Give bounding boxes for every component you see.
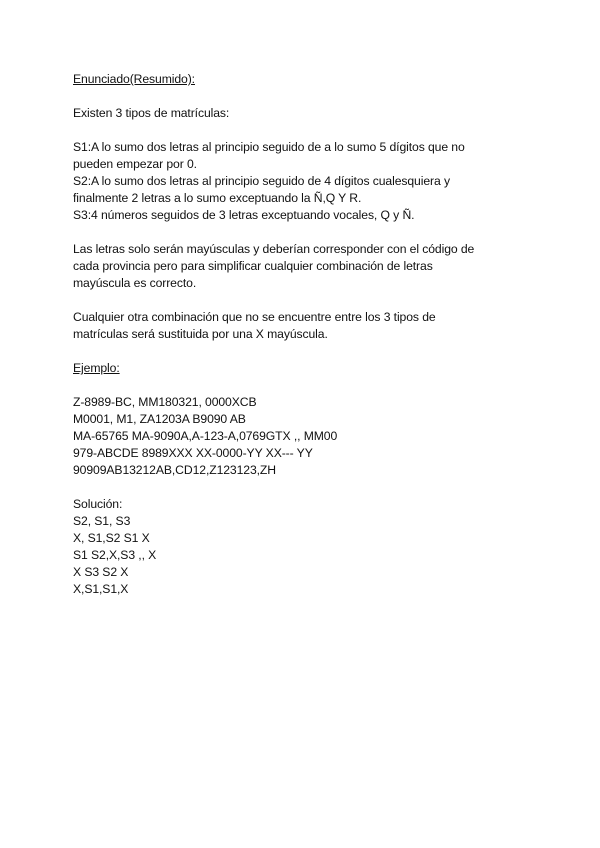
note-line-1: Las letras solo serán mayúsculas y deberían corresponder con el código de bbox=[73, 242, 475, 256]
s1-line-1: S1:A lo sumo dos letras al principio seguido de a lo sumo 5 dígitos que no bbox=[73, 140, 465, 154]
other-line-1: Cualquier otra combinación que no se encuentre entre los 3 tipos de bbox=[73, 310, 436, 324]
note-line-2: cada provincia pero para simplificar cualquier combinación de letras bbox=[73, 259, 433, 273]
example-heading: Ejemplo: bbox=[73, 361, 120, 375]
statement-heading: Enunciado(Resumido): bbox=[73, 72, 195, 86]
solution-line: X S3 S2 X bbox=[73, 565, 129, 579]
s3-line-1: S3:4 números seguidos de 3 letras exceptuando vocales, Q y Ñ. bbox=[73, 208, 415, 222]
s2-line-1: S2:A lo sumo dos letras al principio seguido de 4 dígitos cualesquiera y bbox=[73, 174, 450, 188]
example-line: 979-ABCDE 8989XXX XX-0000-YY XX--- YY bbox=[73, 446, 313, 460]
solution-line: X,S1,S1,X bbox=[73, 582, 129, 596]
solution-heading: Solución: bbox=[73, 497, 123, 511]
document-body bbox=[73, 71, 533, 598]
s1-line-2: pueden empezar por 0. bbox=[73, 157, 197, 171]
s2-line-2: finalmente 2 letras a lo sumo exceptuando la Ñ,Q Y R. bbox=[73, 191, 362, 205]
example-line: 90909AB13212AB,CD12,Z123123,ZH bbox=[73, 463, 276, 477]
example-line: Z-8989-BC, MM180321, 0000XCB bbox=[73, 395, 257, 409]
note-line-3: mayúscula es correcto. bbox=[73, 276, 197, 290]
example-line: MA-65765 MA-9090A,A-123-A,0769GTX ,, MM00 bbox=[73, 429, 338, 443]
solution-line: X, S1,S2 S1 X bbox=[73, 531, 150, 545]
solution-line: S1 S2,X,S3 ,, X bbox=[73, 548, 157, 562]
intro-text: Existen 3 tipos de matrículas: bbox=[73, 106, 230, 120]
solution-line: S2, S1, S3 bbox=[73, 514, 131, 528]
other-line-2: matrículas será sustituida por una X mayúscula. bbox=[73, 327, 328, 341]
example-line: M0001, M1, ZA1203A B9090 AB bbox=[73, 412, 246, 426]
